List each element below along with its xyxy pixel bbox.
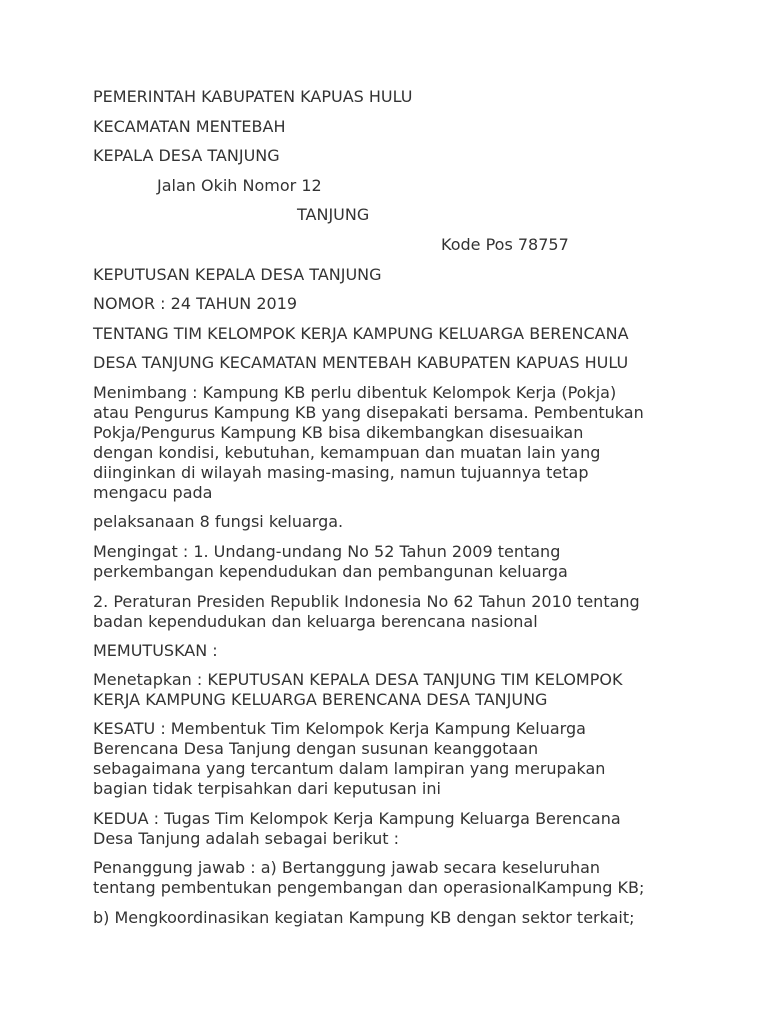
decree-subject-continued: DESA TANJUNG KECAMATAN MENTEBAH KABUPATEN KAPUAS HULU [93,353,629,372]
paragraph-line: mengacu pada [93,483,213,502]
paragraph-line: 2. Peraturan Presiden Republik Indonesia No 62 Tahun 2010 tentang [93,592,640,611]
paragraph-line: Menimbang : Kampung KB perlu dibentuk Kelompok Kerja (Pokja) [93,383,617,402]
paragraph-line: KERJA KAMPUNG KELUARGA BERENCANA DESA TANJUNG [93,690,548,709]
decree-number: NOMOR : 24 TAHUN 2019 [93,294,298,313]
paragraph-line: perkembangan kependudukan dan pembangunan keluarga [93,562,568,581]
pelaksanaan-line: pelaksanaan 8 fungsi keluarga. [93,512,344,531]
paragraph-line: badan kependudukan dan keluarga berencana nasional [93,612,538,631]
paragraph-line: Menetapkan : KEPUTUSAN KEPALA DESA TANJUNG TIM KELOMPOK [93,670,623,689]
penanggung-jawab-paragraph [93,858,693,898]
paragraph-line: Desa Tanjung adalah sebagai berikut : [93,829,399,848]
menetapkan-paragraph [93,670,693,710]
paragraph-line: KESATU : Membentuk Tim Kelompok Kerja Kampung Keluarga [93,719,586,738]
paragraph-line: Pokja/Pengurus Kampung KB bisa dikembangkan disesuaikan [93,423,584,442]
header-address: Jalan Okih Nomor 12 [157,176,322,195]
paragraph-line: Mengingat : 1. Undang-undang No 52 Tahun 2009 tentang [93,542,561,561]
paragraph-line: sebagaimana yang tercantum dalam lampiran yang merupakan [93,759,606,778]
mengingat-paragraph-2 [93,592,693,632]
paragraph-line: atau Pengurus Kampung KB yang disepakati bersama. Pembentukan [93,403,644,422]
memutuskan-heading: MEMUTUSKAN : [93,641,218,660]
paragraph-line: Penanggung jawab : a) Bertanggung jawab secara keseluruhan [93,858,601,877]
mengingat-paragraph-1 [93,542,693,582]
kedua-paragraph [93,809,693,849]
menimbang-paragraph [93,383,693,503]
decree-title: KEPUTUSAN KEPALA DESA TANJUNG [93,265,382,284]
paragraph-line: tentang pembentukan pengembangan dan operasionalKampung KB; [93,878,645,897]
header-postal-code: Kode Pos 78757 [441,235,569,254]
paragraph-line: bagian tidak terpisahkan dari keputusan ini [93,779,441,798]
decree-subject: TENTANG TIM KELOMPOK KERJA KAMPUNG KELUARGA BERENCANA [93,324,629,343]
paragraph-line: Berencana Desa Tanjung dengan susunan keanggotaan [93,739,539,758]
header-district: KECAMATAN MENTEBAH [93,117,286,136]
paragraph-line: dengan kondisi, kebutuhan, kemampuan dan muatan lain yang [93,443,601,462]
paragraph-line: diinginkan di wilayah masing-masing, namun tujuannya tetap [93,463,589,482]
item-b-line: b) Mengkoordinasikan kegiatan Kampung KB dengan sektor terkait; [93,908,635,927]
header-village-head: KEPALA DESA TANJUNG [93,146,280,165]
header-government: PEMERINTAH KABUPATEN KAPUAS HULU [93,87,413,106]
header-city: TANJUNG [297,205,370,224]
kesatu-paragraph [93,719,693,799]
paragraph-line: KEDUA : Tugas Tim Kelompok Kerja Kampung Keluarga Berencana [93,809,621,828]
